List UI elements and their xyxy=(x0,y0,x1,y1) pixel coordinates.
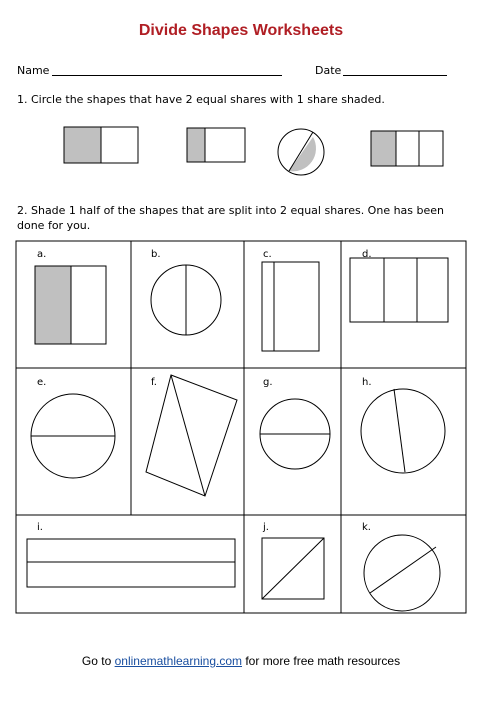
cell-label-g: g. xyxy=(263,377,273,388)
date-label: Date xyxy=(315,64,342,77)
q1-circle-unequal-shaded[interactable] xyxy=(278,129,324,175)
shape-c-rect-unequal[interactable] xyxy=(262,262,319,351)
shape-i-rect-halves[interactable] xyxy=(27,539,235,587)
cell-label-d: d. xyxy=(362,249,372,260)
cell-label-j: j. xyxy=(263,522,269,533)
shape-j-square-diagonal[interactable] xyxy=(262,538,324,599)
question-1: 1. Circle the shapes that have 2 equal shares with 1 share shaded. xyxy=(17,93,385,106)
q1-rect-half-shaded[interactable] xyxy=(64,127,138,163)
cell-label-c: c. xyxy=(263,249,272,260)
cell-label-h: h. xyxy=(362,377,372,388)
shape-f-rect-diagonal[interactable] xyxy=(146,375,237,496)
name-label: Name xyxy=(17,64,50,77)
shape-h-circle-unequal[interactable] xyxy=(361,389,445,473)
shape-a-rect-half-shaded[interactable] xyxy=(35,266,106,344)
question-2: 2. Shade 1 half of the shapes that are split into 2 equal shares. One has been done for you. xyxy=(17,204,445,232)
q1-rect-thirds-shaded[interactable] xyxy=(371,131,443,166)
footer-prefix: Go to xyxy=(81,654,115,668)
cell-label-i: i. xyxy=(37,522,43,533)
shape-k-circle-diagonal[interactable] xyxy=(364,535,440,611)
shape-b-circle-halves[interactable] xyxy=(151,265,221,335)
shape-d-rect-thirds[interactable] xyxy=(350,258,448,322)
page-title: Divide Shapes Worksheets xyxy=(138,22,344,39)
shape-e-circle-halves[interactable] xyxy=(31,394,115,478)
cell-label-f: f. xyxy=(151,377,157,388)
footer-link[interactable]: onlinemathlearning.com xyxy=(114,654,243,668)
q1-rect-unequal-shaded[interactable] xyxy=(187,128,245,162)
shape-g-circle-halves[interactable] xyxy=(260,399,330,469)
footer xyxy=(0,654,482,668)
footer-suffix: for more free math resources xyxy=(242,654,401,668)
cell-label-a: a. xyxy=(37,249,47,260)
cell-label-k: k. xyxy=(362,522,371,533)
cell-label-b: b. xyxy=(151,249,161,260)
cell-label-e: e. xyxy=(37,377,47,388)
q2-grid xyxy=(16,241,466,613)
